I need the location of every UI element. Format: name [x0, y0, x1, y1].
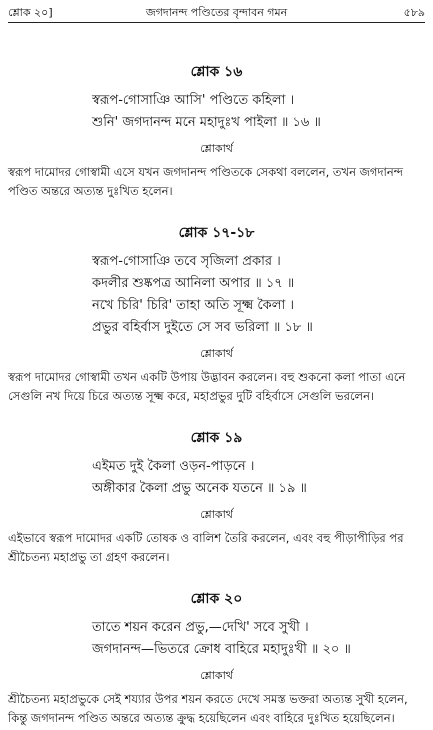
verse-heading: শ্লোক ১৭-১৮ — [178, 225, 255, 241]
verse-line: স্বরূপ-গোসাঞি আসি' পণ্ডিতে কহিলা । — [92, 93, 295, 108]
verse-section — [8, 60, 425, 201]
verse-heading: শ্লোক ১৬ — [190, 64, 243, 80]
page-content — [8, 56, 425, 730]
verse-line: প্রভুর বহির্বাস দুইতে সে সব ভরিলা ॥ ১৮ ॥ — [92, 320, 313, 335]
verse-section — [8, 426, 425, 567]
verse-line: শুনি' জগদানন্দ মনে মহাদুঃখ পাইলা ॥ ১৬ ॥ — [92, 115, 321, 130]
verse-line: স্বরূপ-গোসাঞি তবে সৃজিলা প্রকার । — [92, 254, 281, 269]
page-header — [8, 4, 425, 24]
header-divider — [8, 22, 425, 23]
verse-line: অঙ্গীকার কৈলা প্রভু অনেক যতনে ॥ ১৯ ॥ — [92, 481, 307, 496]
verse-line: তাতে শয়ন করেন প্রভু,—দেখি' সবে সুখী । — [92, 620, 309, 635]
verse-line: জগদানন্দ—ভিতরে ক্রোধ বাহিরে মহাদুঃখী ॥ ২০ ॥ — [92, 642, 351, 657]
translation-heading: শ্লোকার্থ — [200, 669, 233, 682]
translation-text: স্বরূপ দামোদর গোস্বামী তখন একটি উপায় উদ্ভাবন করলেন। বহু শুকনো কলা পাতা এনে সেগুলি নখ দিয়ে চিরে অত্যন্ত সূক্ষ্ম করে, মহাপ্রভুর দুটি বহির্বাসে সেগুলি ভরলেন। — [8, 370, 406, 403]
header-page-number: ৫৮৯ — [403, 6, 425, 19]
verse-line: এইমত দুই কৈলা ওড়ন-পাড়নে । — [92, 459, 255, 474]
header-verse-ref: শ্লোক ২০] — [8, 6, 53, 19]
verse-line: নখে চিরি' চিরি' তাহা অতি সূক্ষ্ম কৈলা । — [92, 298, 294, 313]
header-chapter-title: জগদানন্দ পণ্ডিতের বৃন্দাবন গমন — [145, 6, 288, 19]
translation-text: স্বরূপ দামোদর গোস্বামী এসে যখন জগদানন্দ পণ্ডিতকে সেকথা বললেন, তখন জগদানন্দ পণ্ডিত অন্তরে অত্যন্ত দুঃখিত হলেন। — [8, 165, 403, 198]
verse-line: কদলীর শুষ্কপত্র আনিলা অপার ॥ ১৭ ॥ — [92, 276, 295, 291]
translation-text: এইভাবে স্বরূপ দামোদর একটি তোষক ও বালিশ তৈরি করলেন, এবং বহু পীড়াপীড়ির পর শ্রীচৈতন্য মহাপ্রভু তা গ্রহণ করলেন। — [8, 531, 404, 564]
verse-heading: শ্লোক ২০ — [190, 591, 243, 607]
translation-heading: শ্লোকার্থ — [200, 142, 233, 155]
translation-heading: শ্লোকার্থ — [200, 508, 233, 521]
translation-heading: শ্লোকার্থ — [200, 347, 233, 360]
verse-section — [8, 221, 425, 406]
verse-heading: শ্লোক ১৯ — [190, 430, 243, 446]
translation-text: শ্রীচৈতন্য মহাপ্রভুকে সেই শয্যার উপর শয়ন করতে দেখে সমস্ত ভক্তরা অত্যন্ত সুখী হলেন, কিন্তু জগদানন্দ পণ্ডিত অন্তরে অত্যন্ত ক্রুদ্ধ হয়েছিলেন এবং বাহিরে দুঃখিত হয়েছিলেন। — [8, 692, 408, 725]
verse-section — [8, 587, 425, 728]
